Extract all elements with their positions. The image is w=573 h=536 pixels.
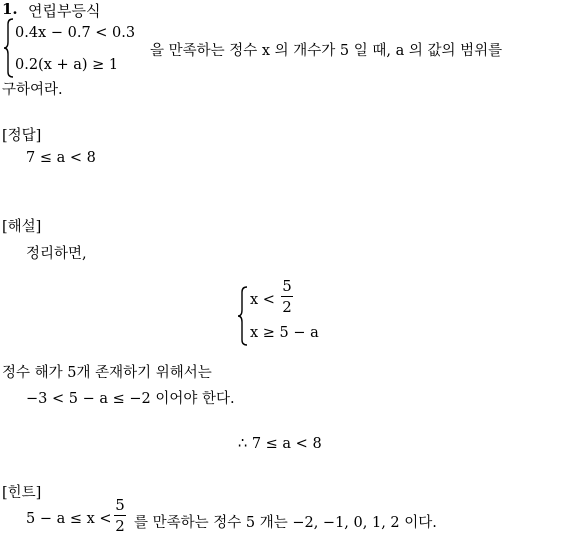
hint-suffix: 를 만족하는 정수 5 개는 −2, −1, 0, 1, 2 이다. xyxy=(134,515,437,531)
problem-number: 1. xyxy=(2,0,18,18)
hint-fraction-numerator: 5 xyxy=(115,496,125,514)
solution-condition-inequality: −3 < 5 − a ≤ −2 이어야 한다. xyxy=(26,391,235,407)
solution-left-brace xyxy=(237,286,249,346)
solution-condition-text: 정수 해가 5개 존재하기 위해서는 xyxy=(2,365,212,381)
solution-intro: 정리하면, xyxy=(26,246,87,262)
problem-text: 을 만족하는 정수 x 의 개수가 5 일 때, a 의 값의 범위를 xyxy=(150,43,503,59)
hint-fraction-five-halves xyxy=(114,496,126,535)
problem-title: 연립부등식 xyxy=(28,2,101,20)
solution-system-line-2: x ≥ 5 − a xyxy=(250,325,319,341)
fraction-denominator: 2 xyxy=(282,298,292,316)
inequality-2: 0.2(x + a) ≥ 1 xyxy=(15,57,119,73)
fraction-numerator: 5 xyxy=(282,277,292,295)
answer-value: 7 ≤ a < 8 xyxy=(26,150,96,166)
solution-label: [해설] xyxy=(2,219,42,235)
solution-conclusion: ∴ 7 ≤ a < 8 xyxy=(238,436,322,452)
fraction-bar xyxy=(281,296,293,297)
inequality-1: 0.4x − 0.7 < 0.3 xyxy=(15,25,136,41)
answer-label: [정답] xyxy=(2,128,42,144)
solution-fraction-five-halves xyxy=(281,277,293,316)
hint-label: [힌트] xyxy=(2,485,42,501)
hint-fraction-bar xyxy=(114,515,126,516)
hint-fraction-denominator: 2 xyxy=(115,517,125,535)
hint-prefix: 5 − a ≤ x < xyxy=(26,511,112,527)
solution-system-line-1: x < xyxy=(250,292,275,308)
left-brace xyxy=(3,18,15,78)
problem-text-continued: 구하여라. xyxy=(2,82,63,98)
